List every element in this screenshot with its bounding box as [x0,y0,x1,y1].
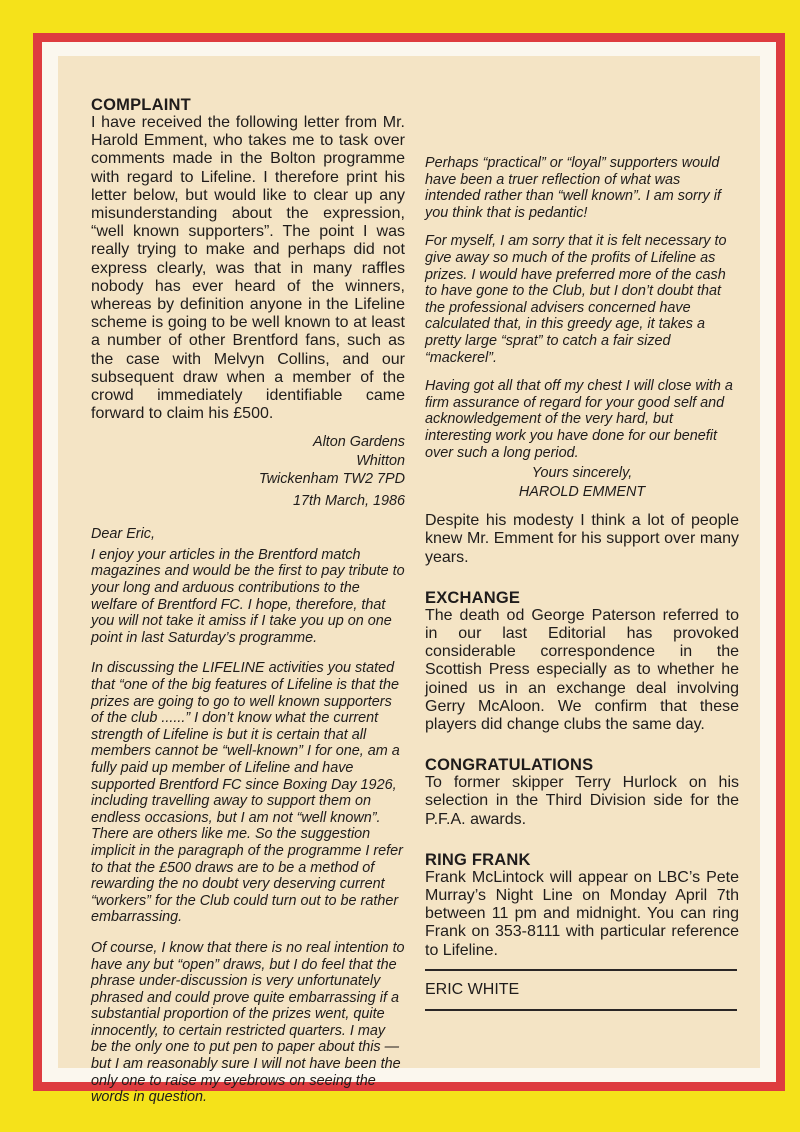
ring-frank-body: Frank McLintock will appear on LBC’s Pete Murray’s Night Line on Monday April 7th between 11 pm and midnight. You can ring Frank on 353-8111 with particular reference to Lifeline. [425,868,739,959]
signature-rule-bottom [425,1009,737,1011]
congratulations-heading: CONGRATULATIONS [425,756,594,775]
letter-para-3: Of course, I know that there is no real intention to have any but “open” draws, but I do feel that the phrase under-discussion is very unfortunately phrased and could prove quite embarrassing if a substantial proportion of the prizes went, quite innocently, to certain restricted quarters. I may be the only one to put pen to paper about this — but I am reasonably sure I will not have been the only one to raise my eyebrows on seeing the words in question. [91,939,405,1106]
right-column [425,56,739,960]
exchange-heading: EXCHANGE [425,588,521,607]
letter-para-6: Having got all that off my chest I will close with a firm assurance of regard for your good self and acknowledgement of the very hard, but interesting work you have done for our benefit over such a long period. [425,378,733,461]
complaint-intro: I have received the following letter from Mr. Harold Emment, who takes me to task over comments made in the Bolton programme with regard to Lifeline. I therefore print his letter below, but would like to clear up any misunderstanding about the expression, “well known supporters”. The point I was really trying to make and perhaps did not express clearly, was that in many raffles nobody has ever heard of the winners, whereas by definition anyone in the Lifeline scheme is going to be well known to at least a number of other Brentford fans, such as the case with Melvyn Collins, and our subsequent draw when a member of the crowd immediately identifiable came forward to claim his £500. [91,114,405,423]
letter-salutation: Dear Eric, [91,526,155,543]
letter-para-5: For myself, I am sorry that it is felt necessary to give away so much of the profits of Lifeline as prizes. I would have preferred more of the cash to have gone to the Club, but I don’t doubt that the professional advisers concerned have calculated that, in this greedy age, it takes a pretty large “sprat” to catch a fair sized “mackerel”. [425,233,727,366]
letter-para-2: In discussing the LIFELINE activities you stated that “one of the big features of Lifeline is that the prizes are going to go to well known supporters of the club ......” I don’t know what the current strength of Lifeline is but it is certain that all members cannot be “well-known” I for one, am a fully paid up member of Lifeline and have supported Brentford FC since Boxing Day 1926, including travelling away to support them on endless occasions, but I am not “well known”. There are others like me. So the suggestion implicit in the paragraph of the programme I refer to that the £500 draws are to be a method of rewarding the no doubt very deserving current “workers” for the Club could turn out to be rather embarrassing. [91,660,403,926]
article-page [58,56,760,1106]
letter-signature: HAROLD EMMENT [518,484,646,501]
letter-para-4: Perhaps “practical” or “loyal” supporters would have been a truer reflection of what was intended rather than “well known”. I am sorry if you think that is pedantic! [425,155,721,221]
author-name: ERIC WHITE [425,981,520,998]
congratulations-body: To former skipper Terry Hurlock on his selection in the Third Division side for the P.F.A. awards. [425,774,739,828]
letter-address [91,433,405,510]
address-line-1: Alton Gardens [313,434,405,451]
left-column [91,56,405,1106]
exchange-body: The death od George Paterson referred to in our last Editorial has provoked considerable correspondence in the Scottish Press especially as to whether he joined us in an exchange deal involving Gerry McAloon. We confirm that these players did change clubs the same day. [425,606,739,733]
letter-closing: Yours sincerely, [531,465,633,482]
complaint-heading: COMPLAINT [91,96,191,114]
letter-date: 17th March, 1986 [293,493,405,510]
letter-para-1: I enjoy your articles in the Brentford match magazines and would be the first to pay tribute to your long and arduous contributions to the welfare of Brentford FC. I hope, therefore, that you will not take it amiss if I take you up on one point in last Saturday’s programme. [91,546,405,646]
address-line-3: Twickenham TW2 7PD [258,470,405,487]
address-line-2: Whitton [356,452,405,469]
signature-rule-top [425,969,737,971]
after-letter-text: Despite his modesty I think a lot of people knew Mr. Emment for his support over many years. [425,512,739,566]
ring-frank-heading: RING FRANK [425,850,531,869]
